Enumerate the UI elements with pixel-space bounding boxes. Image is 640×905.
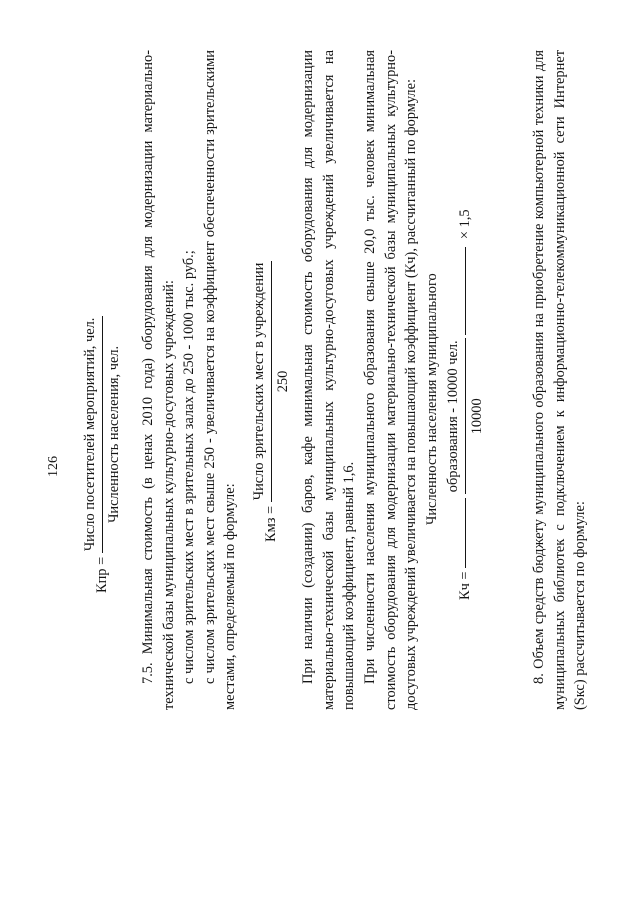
- formula-kpr-denominator: Численность населения, чел.: [105, 345, 122, 523]
- section-7-5: [138, 50, 241, 710]
- page-number: 126: [46, 456, 61, 477]
- formula-kpr-label: Кпр =: [93, 556, 110, 593]
- paragraph-population: При численности населения муниципального образования свыше 20,0 тыс. человек минимальная стоимость оборудования для модернизации материально-технической базы муниципальных культурно-досуговых учреждений увеличивается на повышающий коэффициент (Кч), рассчитанный по формуле:: [362, 50, 419, 710]
- formula-kch-numerator: образования - 10000 чел.: [443, 338, 466, 494]
- formula-kmz-denominator: 250: [274, 370, 291, 393]
- formula-kmz-numerator: Число зрительских мест в учреждении: [249, 261, 272, 503]
- formula-kch-fraction: [443, 338, 487, 494]
- formula-kch-trailing-rule: [465, 247, 466, 335]
- formula-kpr-fraction: [80, 316, 124, 554]
- formula-kch-multiplier: × 1,5: [456, 209, 473, 240]
- formula-kpr: [80, 316, 124, 593]
- section-7-5-item-2: с числом зрительских мест свыше 250 - увеличивается на коэффициент обеспеченности зрительскими местами, определяемый по формуле:: [201, 50, 238, 710]
- section-7-5-intro: 7.5. Минимальная стоимость (в ценах 2010 года) оборудования для модернизации материально-технической базы муниципальных культурно-досуговых учреждений:: [140, 50, 177, 710]
- formula-kmz-label: Кмз =: [262, 505, 279, 542]
- formula-kmz-fraction: [249, 261, 293, 503]
- formula-kch: [443, 209, 487, 600]
- formula-kch-label: Кч =: [456, 571, 473, 600]
- formula-kpr-numerator: Число посетителей мероприятий, чел.: [80, 316, 103, 554]
- formula-kmz: [249, 261, 293, 542]
- formula-kch-leading-rule: [465, 498, 466, 568]
- formula-kch-top-line: Численность населения муниципального: [424, 273, 440, 525]
- formula-kch-denominator: 10000: [468, 398, 485, 435]
- section-8: 8. Объем средств бюджету муниципального образования на приобретение компьютерной техники для муниципальных библиотек с подключением к информационно-телекоммуникационной сети Интернет (Sкс) рассчитывается по формуле:: [531, 50, 588, 710]
- paragraph-bars: При наличии (создании) баров, кафе минимальная стоимость оборудования для модернизации материально-технической базы муниципальных культурно-досуговых учреждений увеличивается на повышающий коэффициент, равный 1,6.: [300, 50, 357, 710]
- section-7-5-item-1: с числом зрительских мест в зрительных залах до 250 - 1000 тыс. руб.;: [181, 250, 197, 684]
